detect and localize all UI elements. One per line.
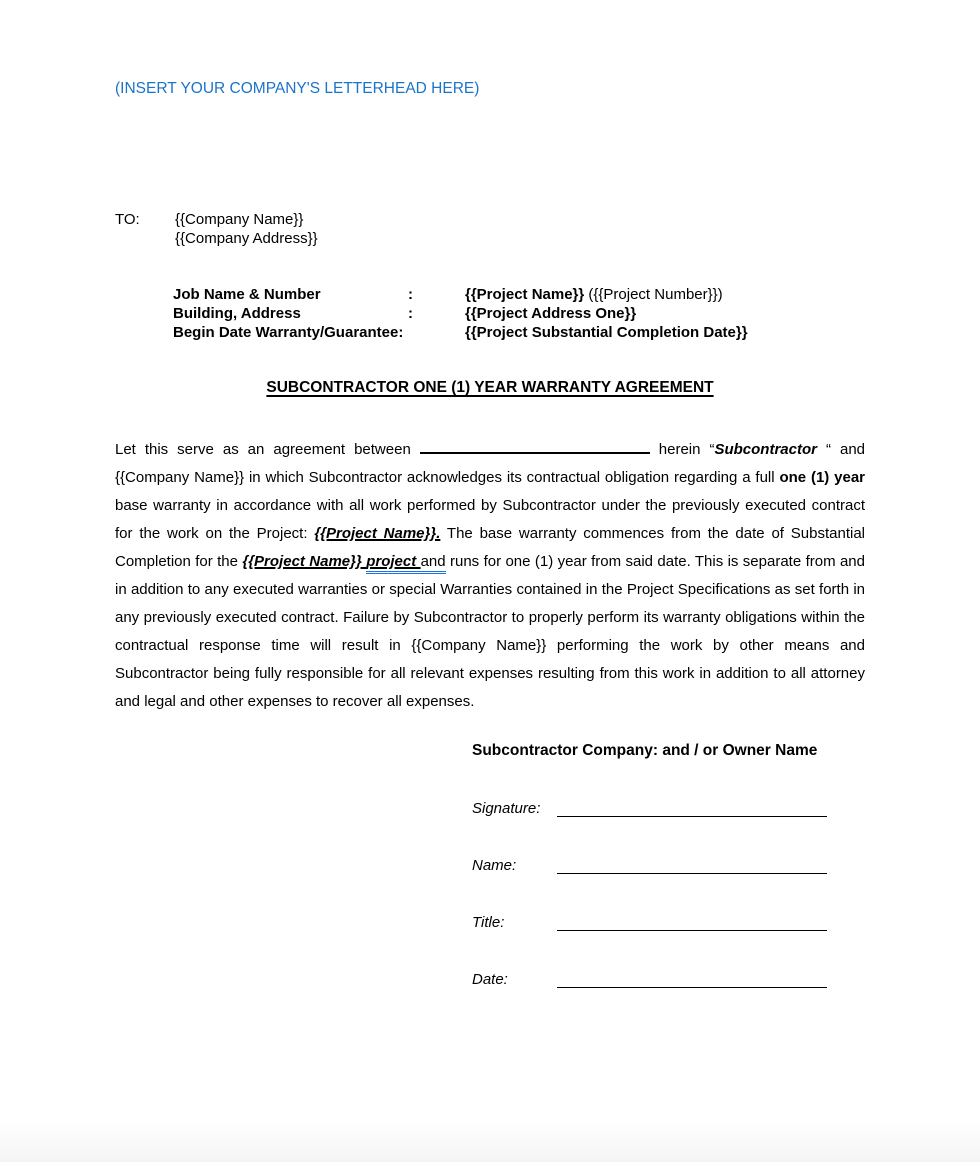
building-address-value: {{Project Address One}} [465, 305, 637, 322]
warranty-begin-date-value: {{Project Substantial Completion Date}} [465, 324, 748, 341]
building-address-label: Building, Address [173, 305, 301, 322]
paragraph-text: Let this serve as an agreement between [115, 441, 420, 458]
one-year-emphasis: one (1) year [779, 469, 866, 486]
title-fill-line[interactable] [557, 915, 827, 931]
job-info-row [173, 285, 865, 304]
signature-row [472, 913, 865, 931]
signature-label: Signature: [472, 800, 541, 817]
name-fill-line[interactable] [557, 858, 827, 874]
subcontractor-term: Subcontractor [714, 441, 826, 458]
paragraph-text: herein “ [649, 441, 715, 458]
document-title: SUBCONTRACTOR ONE (1) YEAR WARRANTY AGREEMENT [266, 379, 714, 396]
signature-heading: Subcontractor Company: and / or Owner Name [472, 742, 818, 759]
subcontractor-name-blank-line[interactable] [420, 440, 650, 454]
recipient-lines [175, 210, 318, 248]
recipient-company-name: {{Company Name}} [175, 211, 304, 228]
title-label: Title: [472, 914, 505, 931]
job-name-colon: : [408, 286, 413, 303]
job-name-value: {{Project Name}} ({{Project Number}}) [465, 286, 723, 303]
project-name-placeholder: {{Project Name}} [242, 553, 367, 570]
signature-row [472, 856, 865, 874]
to-label: TO: [115, 211, 140, 228]
date-label: Date: [472, 971, 508, 988]
agreement-paragraph [115, 436, 865, 716]
job-info-row [173, 304, 865, 323]
project-name-placeholder: {{Project Name}}. [314, 525, 441, 542]
warranty-begin-date-colon [408, 323, 465, 342]
signature-fill-line[interactable] [557, 801, 827, 817]
paragraph-text: “ and {{Company Name}} in which Subcontractor acknowledges its contractual obligation regarding a full [115, 441, 865, 486]
date-fill-line[interactable] [557, 972, 827, 988]
grammar-check-underline: project and [366, 553, 445, 574]
letterhead-placeholder: (INSERT YOUR COMPANY'S LETTERHEAD HERE) [115, 80, 480, 97]
job-info-row [173, 323, 865, 342]
paragraph-text: The base warranty commences from the date of Substantial Completion for the [115, 525, 865, 570]
signature-row [472, 799, 865, 817]
paragraph-text: runs for one (1) year from said date. This is separate from and in addition to any executed warranties or special Warranties contained in the Project Specifications as set forth in any previously executed contract. Failure by Subcontractor to properly perform its warranty obligations within the contractual response time will result in {{Company Name}} performing the work by other means and Subcontractor being fully responsible for all relevant expenses resulting from this work in addition to all attorney and legal and other expenses to recover all expenses. [115, 553, 865, 710]
signature-row [472, 970, 865, 988]
building-address-colon: : [408, 305, 413, 322]
name-label: Name: [472, 857, 517, 874]
job-info-block [173, 285, 865, 342]
recipient-block [115, 210, 865, 248]
signature-block [472, 742, 865, 988]
paragraph-text: base warranty in accordance with all work performed by Subcontractor under the previously executed contract for the work on the Project: [115, 497, 865, 542]
job-name-label: Job Name & Number [173, 286, 321, 303]
warranty-begin-date-label: Begin Date Warranty/Guarantee: [173, 324, 404, 341]
recipient-company-address: {{Company Address}} [175, 230, 318, 247]
